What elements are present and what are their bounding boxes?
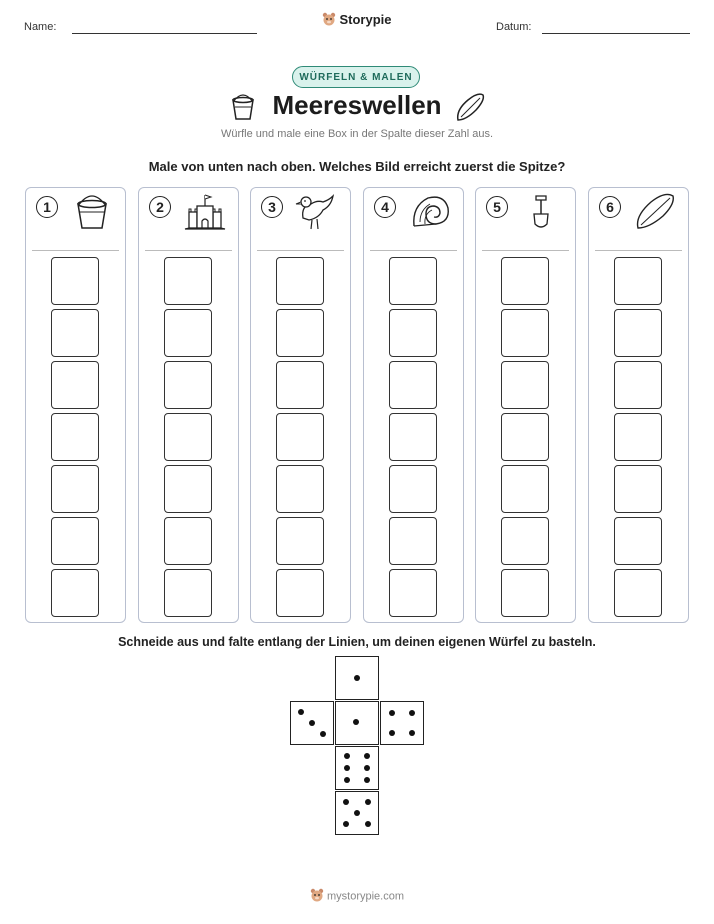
- color-box[interactable]: [164, 569, 212, 617]
- seagull-icon: [295, 192, 339, 232]
- column-divider: [595, 250, 682, 251]
- cut-instruction: Schneide aus und falte entlang der Linien, um deinen eigenen Würfel zu basteln.: [118, 635, 596, 649]
- sandcastle-icon: [183, 192, 227, 232]
- die-face-bottom: [335, 791, 379, 835]
- color-box[interactable]: [276, 413, 324, 461]
- name-line[interactable]: [72, 33, 257, 34]
- color-box[interactable]: [501, 569, 549, 617]
- color-box[interactable]: [164, 361, 212, 409]
- color-box[interactable]: [164, 465, 212, 513]
- column-6: [588, 187, 689, 623]
- color-box[interactable]: [389, 569, 437, 617]
- bear-icon: [322, 12, 336, 29]
- name-label: Name:: [24, 21, 57, 33]
- color-box[interactable]: [389, 413, 437, 461]
- column-1: [25, 187, 126, 623]
- column-number: 6: [599, 196, 621, 218]
- color-box[interactable]: [51, 517, 99, 565]
- color-box[interactable]: [164, 517, 212, 565]
- activity-badge: WÜRFELN & MALEN: [292, 66, 420, 88]
- die-face-top: [335, 656, 379, 700]
- color-box[interactable]: [614, 413, 662, 461]
- color-box[interactable]: [164, 309, 212, 357]
- color-box[interactable]: [389, 517, 437, 565]
- date-line[interactable]: [542, 33, 690, 34]
- color-box[interactable]: [501, 309, 549, 357]
- color-box[interactable]: [389, 309, 437, 357]
- die-face-lower: [335, 746, 379, 790]
- color-box[interactable]: [51, 465, 99, 513]
- column-number: 4: [374, 196, 396, 218]
- color-box[interactable]: [501, 465, 549, 513]
- instruction-text: Male von unten nach oben. Welches Bild erreicht zuerst die Spitze?: [148, 159, 566, 174]
- color-box[interactable]: [276, 465, 324, 513]
- color-box[interactable]: [614, 361, 662, 409]
- color-box[interactable]: [614, 465, 662, 513]
- color-box[interactable]: [389, 361, 437, 409]
- color-box[interactable]: [51, 361, 99, 409]
- column-number: 2: [149, 196, 171, 218]
- color-box[interactable]: [501, 361, 549, 409]
- column-divider: [257, 250, 344, 251]
- column-divider: [32, 250, 119, 251]
- color-box[interactable]: [276, 309, 324, 357]
- color-box[interactable]: [501, 257, 549, 305]
- color-box[interactable]: [276, 517, 324, 565]
- column-divider: [482, 250, 569, 251]
- bucket-icon: [70, 192, 114, 232]
- color-box[interactable]: [276, 569, 324, 617]
- column-3: [250, 187, 351, 623]
- color-box[interactable]: [614, 309, 662, 357]
- surfboard-icon: [633, 192, 677, 232]
- color-box[interactable]: [51, 569, 99, 617]
- column-divider: [145, 250, 232, 251]
- die-face-left: [290, 701, 334, 745]
- page-title: Meereswellen: [272, 90, 442, 120]
- column-4: [363, 187, 464, 623]
- column-number: 1: [36, 196, 58, 218]
- color-box[interactable]: [164, 257, 212, 305]
- column-5: [475, 187, 576, 623]
- color-box[interactable]: [51, 257, 99, 305]
- color-box[interactable]: [614, 569, 662, 617]
- color-box[interactable]: [501, 413, 549, 461]
- brand-name: Storypie: [339, 12, 392, 27]
- bear-icon: [310, 888, 324, 905]
- color-box[interactable]: [51, 413, 99, 461]
- die-face-right: [380, 701, 424, 745]
- color-box[interactable]: [614, 257, 662, 305]
- column-number: 5: [486, 196, 508, 218]
- footer: [0, 888, 714, 905]
- color-box[interactable]: [389, 465, 437, 513]
- color-box[interactable]: [389, 257, 437, 305]
- column-number: 3: [261, 196, 283, 218]
- page-subtitle: Würfle und male eine Box in der Spalte dieser Zahl aus.: [220, 128, 494, 140]
- shovel-icon: [520, 192, 564, 232]
- column-divider: [370, 250, 457, 251]
- color-box[interactable]: [51, 309, 99, 357]
- surfboard-icon: [454, 92, 486, 124]
- color-box[interactable]: [276, 257, 324, 305]
- footer-link[interactable]: mystorypie.com: [326, 890, 405, 903]
- color-box[interactable]: [164, 413, 212, 461]
- brand-logo: [0, 12, 714, 29]
- column-2: [138, 187, 239, 623]
- seashell-icon: [408, 192, 452, 232]
- die-face-center: [335, 701, 379, 745]
- color-box[interactable]: [614, 517, 662, 565]
- date-label: Datum:: [496, 21, 532, 33]
- color-box[interactable]: [501, 517, 549, 565]
- die-net: [290, 656, 424, 836]
- color-box[interactable]: [276, 361, 324, 409]
